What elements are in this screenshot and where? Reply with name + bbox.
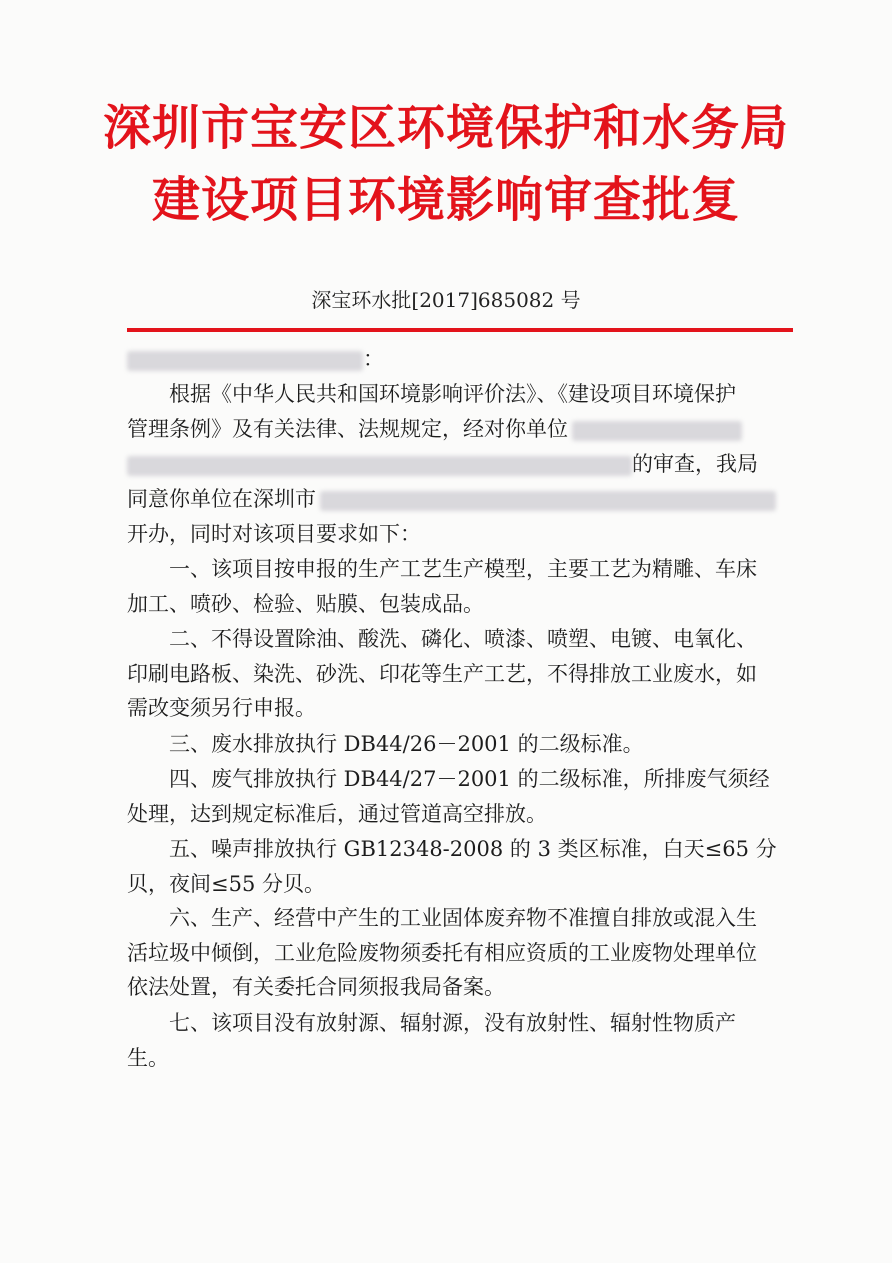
- requirement-6: 六、生产、经营中产生的工业固体废弃物不准擅自排放或混入生活垃圾中倾倒，工业危险废物须委托有相应资质的工业废物处理单位依法处置，有关委托合同须报我局备案。: [127, 906, 757, 1000]
- intro-line-1: 根据《中华人民共和国环境影响评价法》、《建设项目环境保护: [169, 382, 736, 406]
- issuer-title: 深圳市宝安区环境保护和水务局: [102, 100, 789, 156]
- requirement-4: 四、废气排放执行 DB44/27－2001 的二级标准，所排废气须经处理，达到规定标准后，通过管道高空排放。: [127, 767, 770, 826]
- redacted-company-name: [127, 351, 363, 371]
- intro-line-4: 同意你单位在深圳市: [127, 489, 776, 511]
- requirement-7: 七、该项目没有放射源、辐射源，没有放射性、辐射性物质产生。: [127, 1011, 736, 1070]
- intro-line-2: 管理条例》及有关法律、法规规定，经对你单位: [127, 419, 742, 441]
- intro-line-3: 的审查，我局: [127, 454, 758, 476]
- red-divider: [127, 328, 793, 332]
- requirement-1: 一、该项目按申报的生产工艺生产模型，主要工艺为精雕、车床加工、喷砂、检验、贴膜、包装成品。: [127, 557, 757, 616]
- redacted-report-number: [127, 456, 632, 476]
- redacted-report-title: [572, 421, 742, 441]
- intro-line-5: 开办，同时对该项目要求如下：: [127, 522, 421, 546]
- requirement-2: 二、不得设置除油、酸洗、磷化、喷漆、喷塑、电镀、电氧化、印刷电路板、染洗、砂洗、印花等生产工艺，不得排放工业废水，如需改变须另行申报。: [127, 627, 757, 721]
- redacted-address: [320, 491, 776, 511]
- addressee-colon: ：: [363, 347, 384, 371]
- document-title: 建设项目环境影响审查批复: [151, 172, 740, 228]
- requirement-5: 五、噪声排放执行 GB12348-2008 的 3 类区标准，白天≤65 分贝，夜间≤55 分贝。: [127, 837, 777, 896]
- requirement-3: 三、废水排放执行 DB44/26－2001 的二级标准。: [169, 732, 644, 756]
- document-number: 深宝环水批[2017]685082 号: [311, 288, 581, 312]
- addressee-line: [127, 349, 384, 371]
